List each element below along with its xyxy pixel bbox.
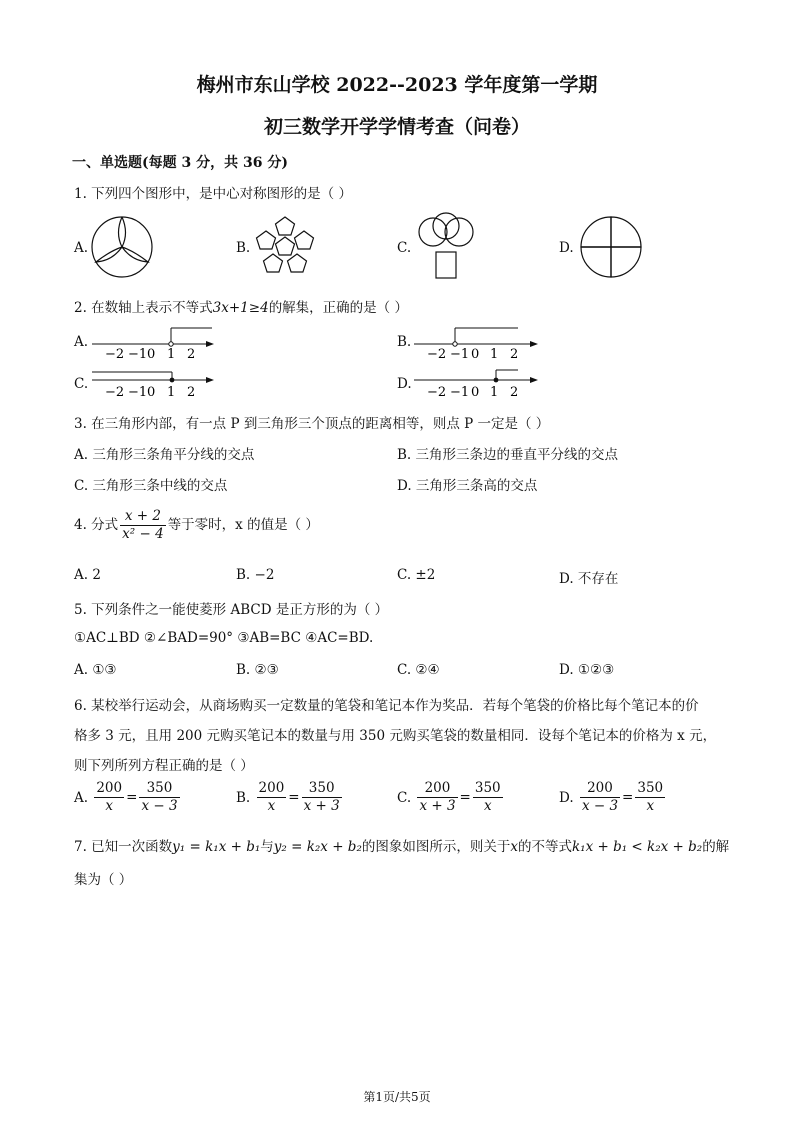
- denominator: x − 3: [141, 798, 178, 814]
- q7-post: 的解: [702, 839, 730, 855]
- q4-fraction: [120, 508, 166, 543]
- tick-label: 0: [471, 347, 480, 362]
- q4-fraction-denominator: x² − 4: [122, 526, 164, 542]
- numerator: 200: [580, 780, 620, 798]
- tick-label: 2: [510, 385, 519, 400]
- numberline-d: [412, 364, 542, 404]
- tick-label: 1: [490, 347, 499, 362]
- numberline-c: [90, 364, 218, 404]
- numerator: 350: [637, 780, 664, 796]
- numberline-a: [90, 322, 218, 362]
- q1-option-a-label: A.: [74, 240, 89, 256]
- tick-label: 0: [147, 385, 156, 400]
- denominator: x: [267, 798, 276, 814]
- question-7-line-1: [74, 835, 729, 855]
- q4-option-c: C. ±2: [397, 567, 436, 583]
- page-number: 第1页/共5页: [363, 1090, 431, 1104]
- q6-fraction-right: [473, 780, 503, 815]
- figure-pentagons: [252, 214, 318, 280]
- q7-inequality: k₁x + b₁ < k₂x + b₂: [571, 839, 703, 855]
- numerator: 350: [474, 780, 501, 796]
- q6-option-label: D.: [559, 789, 574, 806]
- page-title: 梅州市东山学校 2022--2023 学年度第一学期: [196, 74, 598, 96]
- numerator: 350: [302, 780, 342, 798]
- q5-conditions: ①AC⊥BD ②∠BAD=90° ③AB=BC ④AC=BD.: [74, 630, 374, 646]
- q6-option-label: A.: [74, 789, 89, 806]
- q6-option-label: C.: [397, 789, 412, 806]
- q6-option-c: C. $\frac{200}{x + 3}$ = $\frac{350}{x}$: [397, 780, 501, 814]
- q1-option-b-label: B.: [236, 240, 251, 256]
- tick-label: −2: [105, 385, 125, 400]
- q4-stem-post: 等于零时，x 的值是（ ）: [167, 517, 319, 533]
- tick-label: −2: [427, 385, 447, 400]
- question-7-line-2: 集为（ ）: [74, 872, 133, 888]
- q4-option-a: A. 2: [74, 567, 101, 583]
- q6-option-a: A. $\frac{200}{x}$ = $\frac{350}{x - 3}$: [74, 780, 178, 814]
- q6-option-label: B.: [236, 789, 251, 806]
- tick-label: −1: [128, 347, 148, 362]
- tick-label: −1: [450, 347, 470, 362]
- q2-stem-pre: 2. 在数轴上表示不等式: [74, 300, 213, 316]
- q6-fraction-right: [635, 780, 665, 815]
- q7-function-2: y₂ = k₂x + b₂: [273, 839, 362, 855]
- q2-option-a-label: A.: [74, 334, 89, 350]
- denominator: x + 3: [303, 798, 340, 814]
- q2-option-d-label: D.: [397, 376, 412, 392]
- question-5-stem: 5. 下列条件之一能使菱形 ABCD 是正方形的为（ ）: [74, 602, 389, 618]
- figure-circle-petals: [90, 215, 154, 279]
- tick-label: −2: [105, 347, 125, 362]
- question-6-line-1: 6. 某校举行运动会，从商场购买一定数量的笔袋和笔记本作为奖品．若每个笔袋的价格比每个笔记本的价: [74, 698, 699, 714]
- q5-option-a: A. ①③: [74, 662, 117, 678]
- question-2-stem: [74, 296, 408, 316]
- q5-option-b: B. ②③: [236, 662, 279, 678]
- tick-label: 0: [471, 385, 480, 400]
- numerator: 200: [258, 780, 285, 796]
- q2-option-b-label: B.: [397, 334, 412, 350]
- denominator: x: [483, 798, 492, 814]
- q6-option-d: D. $\frac{200}{x - 3}$ = $\frac{350}{x}$: [559, 780, 664, 814]
- q3-option-a: A. 三角形三条角平分线的交点: [74, 447, 255, 463]
- q3-option-c: C. 三角形三条中线的交点: [74, 478, 228, 494]
- numerator: 350: [139, 780, 179, 798]
- tick-label: −1: [450, 385, 470, 400]
- q3-option-d: D. 三角形三条高的交点: [397, 478, 538, 494]
- q5-option-d: D. ①②③: [559, 662, 615, 678]
- q4-option-b: B. −2: [236, 567, 275, 583]
- denominator: x − 3: [581, 798, 619, 814]
- numerator: 200: [417, 780, 457, 798]
- figure-circles-square: [414, 212, 478, 282]
- q6-fraction-left: [257, 780, 287, 815]
- q1-option-c-label: C.: [397, 240, 412, 256]
- page-subtitle: 初三数学开学学情考查（问卷）: [263, 116, 530, 138]
- q6-fraction-left: [94, 780, 124, 815]
- tick-label: 2: [187, 347, 196, 362]
- q7-function-1: y₁ = k₁x + b₁: [172, 839, 261, 855]
- q6-fraction-right: [302, 780, 342, 815]
- tick-label: −1: [128, 385, 148, 400]
- q7-pre: 7. 已知一次函数: [74, 839, 173, 855]
- tick-label: 1: [490, 385, 499, 400]
- q7-mid-2: 的图象如图所示，则关于: [361, 839, 511, 855]
- question-6-line-3: 则下列所列方程正确的是（ ）: [74, 758, 254, 774]
- q2-inequality: 3x+1≥4: [212, 300, 269, 316]
- q6-fraction-left: [580, 780, 620, 815]
- question-6-line-2: 格多 3 元，且用 200 元购买笔记本的数量与用 350 元购买笔袋的数量相同．设每个笔记本的价格为 x 元，: [74, 728, 717, 744]
- question-1-stem: 1. 下列四个图形中，是中心对称图形的是（ ）: [74, 186, 352, 202]
- q4-stem-pre: 4. 分式: [74, 517, 119, 533]
- denominator: x: [646, 798, 655, 814]
- q2-option-c-label: C.: [74, 376, 89, 392]
- tick-label: 2: [187, 385, 196, 400]
- q7-mid-1: 与: [260, 839, 274, 855]
- tick-label: −2: [427, 347, 447, 362]
- q6-fraction-right: [139, 780, 179, 815]
- q7-variable: x: [510, 839, 518, 855]
- q1-option-d-label: D.: [559, 240, 574, 256]
- question-3-stem: 3. 在三角形内部，有一点 P 到三角形三个顶点的距离相等，则点 P 一定是（ ）: [74, 416, 550, 432]
- numerator: 200: [96, 780, 123, 796]
- q6-option-b: B. $\frac{200}{x}$ = $\frac{350}{x + 3}$: [236, 780, 340, 814]
- q3-option-b: B. 三角形三条边的垂直平分线的交点: [397, 447, 619, 463]
- figure-pinwheel: [578, 214, 644, 280]
- tick-label: 1: [167, 385, 176, 400]
- denominator: x + 3: [419, 798, 456, 814]
- tick-label: 1: [167, 347, 176, 362]
- question-4-stem: [74, 508, 319, 543]
- denominator: x: [105, 798, 114, 814]
- q5-option-c: C. ②④: [397, 662, 440, 678]
- q2-stem-post: 的解集，正确的是（ ）: [268, 300, 408, 316]
- tick-label: 2: [510, 347, 519, 362]
- q7-mid-3: 的不等式: [517, 839, 572, 855]
- tick-label: 0: [147, 347, 156, 362]
- section-heading: 一、单选题(每题 3 分，共 36 分): [72, 155, 288, 171]
- numberline-b: [412, 322, 542, 362]
- q4-option-d: D. 不存在: [559, 571, 619, 587]
- q4-fraction-numerator: x + 2: [120, 508, 166, 526]
- q6-fraction-left: [417, 780, 457, 815]
